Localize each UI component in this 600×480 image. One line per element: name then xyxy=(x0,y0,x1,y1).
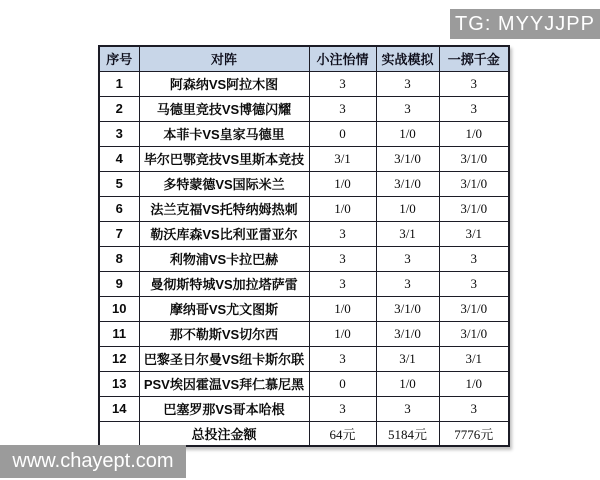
big-bet-value: 3/1 xyxy=(439,221,509,246)
big-bet-value: 1/0 xyxy=(439,371,509,396)
match-name: 本菲卡VS皇家马德里 xyxy=(139,121,309,146)
small-bet-value: 3 xyxy=(309,346,376,371)
match-name: 曼彻斯特城VS加拉塔萨雷 xyxy=(139,271,309,296)
big-bet-value: 3/1/0 xyxy=(439,296,509,321)
big-bet-value: 1/0 xyxy=(439,121,509,146)
table-row xyxy=(99,146,509,171)
table-row xyxy=(99,196,509,221)
row-number: 14 xyxy=(99,396,139,421)
small-bet-value: 1/0 xyxy=(309,171,376,196)
match-name: 巴塞罗那VS哥本哈根 xyxy=(139,396,309,421)
telegram-badge: TG: MYYJJPP xyxy=(450,9,600,39)
table-row xyxy=(99,296,509,321)
row-number: 10 xyxy=(99,296,139,321)
big-bet-value: 3 xyxy=(439,71,509,96)
small-bet-value: 3 xyxy=(309,271,376,296)
match-name: 摩纳哥VS尤文图斯 xyxy=(139,296,309,321)
match-name: 勒沃库森VS比利亚雷亚尔 xyxy=(139,221,309,246)
header-small-bet: 小注怡情 xyxy=(309,46,376,71)
table-row xyxy=(99,171,509,196)
table-row xyxy=(99,346,509,371)
table-row xyxy=(99,271,509,296)
small-bet-value: 3 xyxy=(309,246,376,271)
row-number: 2 xyxy=(99,96,139,121)
row-number: 7 xyxy=(99,221,139,246)
row-number: 4 xyxy=(99,146,139,171)
simulation-value: 3/1/0 xyxy=(376,296,439,321)
table-row xyxy=(99,71,509,96)
simulation-value: 1/0 xyxy=(376,371,439,396)
small-bet-value: 0 xyxy=(309,121,376,146)
row-number: 11 xyxy=(99,321,139,346)
small-bet-value: 1/0 xyxy=(309,296,376,321)
simulation-value: 3/1 xyxy=(376,346,439,371)
simulation-value: 3 xyxy=(376,271,439,296)
row-number: 1 xyxy=(99,71,139,96)
big-bet-value: 3 xyxy=(439,271,509,296)
match-name: 毕尔巴鄂竞技VS里斯本竞技 xyxy=(139,146,309,171)
row-number: 6 xyxy=(99,196,139,221)
big-bet-value: 3/1/0 xyxy=(439,146,509,171)
small-bet-value: 3 xyxy=(309,96,376,121)
small-bet-value: 3/1 xyxy=(309,146,376,171)
total-row xyxy=(99,421,509,446)
big-bet-value: 3 xyxy=(439,246,509,271)
small-bet-value: 1/0 xyxy=(309,321,376,346)
small-bet-value: 3 xyxy=(309,396,376,421)
simulation-value: 3 xyxy=(376,246,439,271)
match-name: 利物浦VS卡拉巴赫 xyxy=(139,246,309,271)
big-bet-value: 3/1/0 xyxy=(439,321,509,346)
table-row xyxy=(99,96,509,121)
row-number: 8 xyxy=(99,246,139,271)
header-big-bet: 一掷千金 xyxy=(439,46,509,71)
big-bet-value: 3/1/0 xyxy=(439,196,509,221)
total-label: 总投注金额 xyxy=(139,421,309,446)
row-number: 3 xyxy=(99,121,139,146)
table-row xyxy=(99,121,509,146)
big-bet-value: 3 xyxy=(439,396,509,421)
betting-table xyxy=(98,45,510,447)
header-match: 对阵 xyxy=(139,46,309,71)
match-name: 法兰克福VS托特纳姆热刺 xyxy=(139,196,309,221)
match-name: 巴黎圣日尔曼VS纽卡斯尔联 xyxy=(139,346,309,371)
simulation-value: 3/1/0 xyxy=(376,171,439,196)
small-bet-value: 3 xyxy=(309,71,376,96)
simulation-value: 3 xyxy=(376,71,439,96)
simulation-value: 3/1 xyxy=(376,221,439,246)
big-bet-value: 3 xyxy=(439,96,509,121)
match-name: PSV埃因霍温VS拜仁慕尼黑 xyxy=(139,371,309,396)
row-number: 13 xyxy=(99,371,139,396)
small-bet-value: 0 xyxy=(309,371,376,396)
simulation-value: 1/0 xyxy=(376,196,439,221)
small-bet-value: 3 xyxy=(309,221,376,246)
header-simulation: 实战模拟 xyxy=(376,46,439,71)
header-row xyxy=(99,46,509,71)
simulation-value: 3/1/0 xyxy=(376,146,439,171)
big-bet-value: 3/1/0 xyxy=(439,171,509,196)
match-name: 那不勒斯VS切尔西 xyxy=(139,321,309,346)
match-name: 阿森纳VS阿拉木图 xyxy=(139,71,309,96)
total-simulation: 5184元 xyxy=(376,421,439,446)
simulation-value: 3 xyxy=(376,396,439,421)
table-row xyxy=(99,371,509,396)
total-small-bet: 64元 xyxy=(309,421,376,446)
simulation-value: 3 xyxy=(376,96,439,121)
table-row xyxy=(99,321,509,346)
table-row xyxy=(99,221,509,246)
row-number: 5 xyxy=(99,171,139,196)
match-name: 多特蒙德VS国际米兰 xyxy=(139,171,309,196)
simulation-value: 3/1/0 xyxy=(376,321,439,346)
row-number: 12 xyxy=(99,346,139,371)
big-bet-value: 3/1 xyxy=(439,346,509,371)
row-number: 9 xyxy=(99,271,139,296)
header-no: 序号 xyxy=(99,46,139,71)
table-row xyxy=(99,396,509,421)
website-watermark: www.chayept.com xyxy=(0,445,186,478)
table-row xyxy=(99,246,509,271)
small-bet-value: 1/0 xyxy=(309,196,376,221)
simulation-value: 1/0 xyxy=(376,121,439,146)
match-name: 马德里竞技VS博德闪耀 xyxy=(139,96,309,121)
total-empty-cell xyxy=(99,421,139,446)
total-big-bet: 7776元 xyxy=(439,421,509,446)
